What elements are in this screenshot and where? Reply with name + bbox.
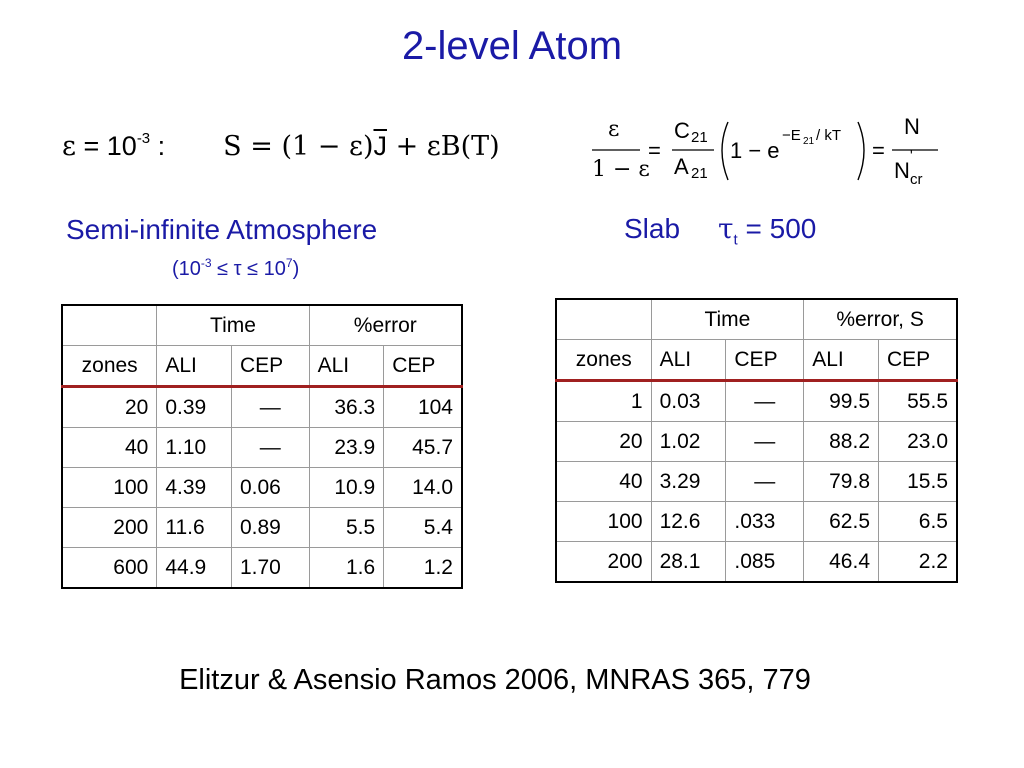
eq-equals-1: =	[648, 138, 661, 163]
group-header-empty	[62, 305, 157, 346]
eq-c: C	[674, 118, 690, 143]
cell-time-cep: —	[726, 381, 804, 422]
epsilon-value-base: = 10	[76, 131, 137, 161]
cell-error-ali: 88.2	[804, 422, 879, 462]
cell-zones: 200	[556, 542, 651, 583]
cell-time-cep: —	[231, 387, 309, 428]
group-header-time: Time	[157, 305, 309, 346]
cell-time-ali: 0.39	[157, 387, 232, 428]
tau-symbol: τ	[718, 212, 734, 245]
col-header-time-ali: ALI	[651, 340, 726, 381]
eq-rhs-prime: '	[910, 147, 913, 163]
table-group-header-row	[62, 305, 462, 346]
mean-intensity-j-bar: $\overline{J}$	[373, 131, 387, 161]
cell-time-ali: 11.6	[157, 508, 232, 548]
cell-zones: 40	[62, 428, 157, 468]
table-row	[62, 468, 462, 508]
cell-error-cep: 45.7	[384, 428, 462, 468]
col-header-error-ali: ALI	[804, 340, 879, 381]
col-header-error-ali: ALI	[309, 346, 384, 387]
table-row	[62, 387, 462, 428]
cell-time-cep: .033	[726, 502, 804, 542]
cell-time-cep: 0.06	[231, 468, 309, 508]
cell-zones: 100	[62, 468, 157, 508]
cell-error-cep: 1.2	[384, 548, 462, 589]
cell-time-cep: —	[726, 462, 804, 502]
eq-exp-subscript: 21	[803, 136, 815, 147]
col-header-zones: zones	[556, 340, 651, 381]
cell-error-ali: 5.5	[309, 508, 384, 548]
cell-error-ali: 79.8	[804, 462, 879, 502]
table-group-header-row	[556, 299, 957, 340]
eq-exp-e: −E	[782, 127, 801, 144]
citation: Elitzur & Asensio Ramos 2006, MNRAS 365, 779	[179, 664, 811, 696]
cell-error-ali: 1.6	[309, 548, 384, 589]
table-row	[62, 548, 462, 589]
table-row	[556, 462, 957, 502]
cell-zones: 20	[556, 422, 651, 462]
eq-rhs-den-subscript: cr	[910, 171, 923, 188]
eq-right-paren	[858, 122, 864, 180]
semi-infinite-results-table	[61, 304, 463, 589]
eq-rhs-denominator: N	[894, 158, 910, 183]
cell-error-cep: 14.0	[384, 468, 462, 508]
eq-left-paren	[722, 122, 728, 180]
slab-heading	[624, 212, 816, 249]
source-function-start: S = (1 − ε)	[223, 131, 374, 162]
group-header-error: %error	[309, 305, 462, 346]
epsilon-colon: :	[150, 131, 166, 161]
tau-range-mid: ≤ τ ≤ 10	[211, 258, 286, 280]
tau-range-exp-low: -3	[200, 256, 212, 270]
cell-error-cep: 55.5	[879, 381, 958, 422]
table-row	[556, 502, 957, 542]
table-column-header-row	[556, 340, 957, 381]
table-row	[62, 428, 462, 468]
cell-time-ali: 1.02	[651, 422, 726, 462]
cell-error-cep: 23.0	[879, 422, 958, 462]
cell-time-ali: 12.6	[651, 502, 726, 542]
cell-time-ali: 1.10	[157, 428, 232, 468]
cell-error-ali: 46.4	[804, 542, 879, 583]
cell-time-cep: .085	[726, 542, 804, 583]
eq-exp-tail: / kT	[816, 127, 841, 144]
eq-equals-2: =	[872, 138, 885, 163]
cell-error-ali: 62.5	[804, 502, 879, 542]
eq-one-minus-e: 1 − e	[730, 138, 780, 163]
table-row	[556, 422, 957, 462]
cell-error-cep: 5.4	[384, 508, 462, 548]
cell-time-cep: —	[231, 428, 309, 468]
col-header-time-cep: CEP	[231, 346, 309, 387]
eq-lhs-numerator: ε	[608, 117, 620, 142]
cell-error-ali: 99.5	[804, 381, 879, 422]
group-header-empty	[556, 299, 651, 340]
cell-zones: 200	[62, 508, 157, 548]
eq-c-subscript: 21	[691, 129, 708, 146]
slide-title: 2-level Atom	[401, 24, 623, 68]
epsilon-value-exponent: -3	[136, 130, 151, 147]
tau-range-open: (10	[172, 258, 201, 280]
cell-time-cep: —	[726, 422, 804, 462]
cell-zones: 100	[556, 502, 651, 542]
col-header-zones: zones	[62, 346, 157, 387]
group-header-error-s: %error, S	[804, 299, 957, 340]
cell-time-ali: 0.03	[651, 381, 726, 422]
table-column-header-row	[62, 346, 462, 387]
cell-zones: 600	[62, 548, 157, 589]
cell-time-ali: 44.9	[157, 548, 232, 589]
epsilon-symbol: ε	[62, 131, 76, 162]
cell-error-cep: 6.5	[879, 502, 958, 542]
semi-infinite-heading: Semi-infinite Atmosphere	[66, 214, 378, 245]
tau-range-exp-high: 7	[285, 256, 293, 270]
eq-a-subscript: 21	[691, 165, 708, 182]
table-row	[556, 542, 957, 583]
col-header-error-cep: CEP	[384, 346, 462, 387]
cell-error-cep: 2.2	[879, 542, 958, 583]
col-header-time-ali: ALI	[157, 346, 232, 387]
eq-lhs-denominator: 1 − ε	[592, 157, 650, 182]
tau-value: = 500	[737, 213, 817, 244]
cell-time-ali: 4.39	[157, 468, 232, 508]
tau-range-close: )	[292, 258, 300, 280]
cell-time-cep: 1.70	[231, 548, 309, 589]
col-header-error-cep: CEP	[879, 340, 958, 381]
source-function-end: + εB(T)	[386, 131, 500, 162]
cell-error-cep: 104	[384, 387, 462, 428]
cell-error-ali: 23.9	[309, 428, 384, 468]
epsilon-ratio-equation	[590, 108, 950, 196]
table-row	[556, 381, 957, 422]
cell-time-cep: 0.89	[231, 508, 309, 548]
col-header-time-cep: CEP	[726, 340, 804, 381]
cell-error-ali: 10.9	[309, 468, 384, 508]
epsilon-source-function-equation	[62, 130, 500, 162]
tau-range	[172, 256, 299, 281]
cell-error-cep: 15.5	[879, 462, 958, 502]
eq-a: A	[674, 154, 689, 179]
cell-error-ali: 36.3	[309, 387, 384, 428]
slab-label: Slab	[624, 213, 681, 244]
cell-zones: 1	[556, 381, 651, 422]
cell-time-ali: 28.1	[651, 542, 726, 583]
table-row	[62, 508, 462, 548]
slab-results-table	[555, 298, 958, 583]
tau-subscript: t	[733, 231, 738, 249]
cell-time-ali: 3.29	[651, 462, 726, 502]
group-header-time: Time	[651, 299, 804, 340]
cell-zones: 40	[556, 462, 651, 502]
eq-rhs-numerator: N	[904, 114, 920, 139]
cell-zones: 20	[62, 387, 157, 428]
